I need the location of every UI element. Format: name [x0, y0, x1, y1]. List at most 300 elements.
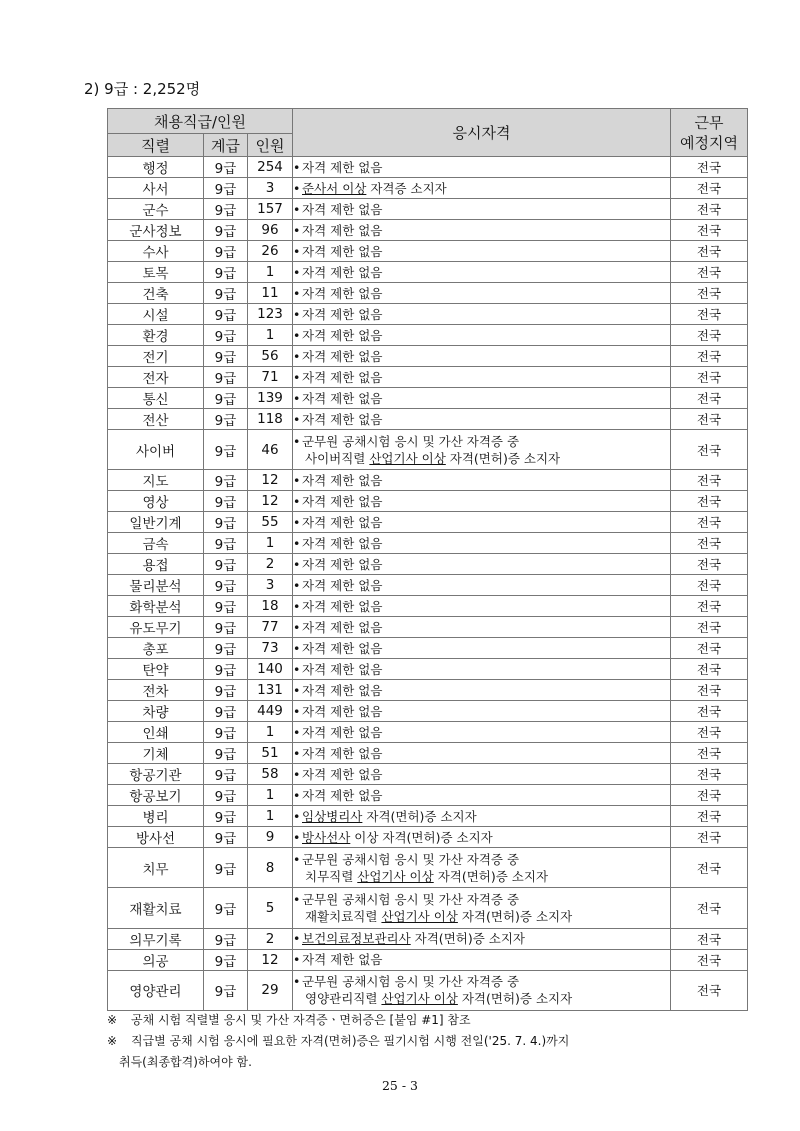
grade-cell: 9급 — [204, 178, 248, 199]
table-row — [108, 949, 748, 970]
grade-cell: 9급 — [204, 470, 248, 491]
table-row — [108, 680, 748, 701]
table-row — [108, 470, 748, 491]
job-cell: 탄약 — [108, 659, 204, 680]
qualification-cell — [293, 325, 671, 346]
qualification-text: 자격 제한 없음 — [302, 766, 383, 782]
bullet-icon: • — [293, 556, 301, 572]
grade-cell: 9급 — [204, 575, 248, 596]
region-cell: 전국 — [671, 409, 748, 430]
grade-cell: 9급 — [204, 617, 248, 638]
bullet-icon: • — [293, 952, 301, 968]
table-row — [108, 533, 748, 554]
qualification-cell — [293, 701, 671, 722]
qualification-line — [293, 703, 670, 720]
grade-cell: 9급 — [204, 283, 248, 304]
qualification-cell — [293, 596, 671, 617]
bullet-icon: • — [293, 745, 301, 761]
job-cell: 물리분석 — [108, 575, 204, 596]
count-cell: 29 — [248, 970, 293, 1010]
qualification-line — [293, 180, 670, 197]
qualification-cell — [293, 283, 671, 304]
qualification-line — [293, 577, 670, 594]
table-row — [108, 346, 748, 367]
bullet-icon: • — [293, 829, 301, 845]
qualification-cell — [293, 575, 671, 596]
qualification-text: 자격(면허)증 소지자 — [362, 808, 477, 824]
table-row — [108, 157, 748, 178]
grade-cell: 9급 — [204, 262, 248, 283]
qualification-line — [293, 306, 670, 323]
qualification-cell — [293, 680, 671, 701]
count-cell: 449 — [248, 701, 293, 722]
qualification-line — [293, 433, 670, 450]
qualification-line — [293, 348, 670, 365]
table-row — [108, 575, 748, 596]
table-row — [108, 722, 748, 743]
region-cell: 전국 — [671, 533, 748, 554]
region-cell: 전국 — [671, 220, 748, 241]
qualification-line — [293, 535, 670, 552]
job-cell: 기체 — [108, 743, 204, 764]
bullet-icon: • — [293, 724, 301, 740]
underlined-text: 보건의료정보관리사 — [302, 931, 411, 947]
header-grade: 계급 — [204, 134, 248, 157]
qualification-cell — [293, 533, 671, 554]
job-cell: 지도 — [108, 470, 204, 491]
grade-cell: 9급 — [204, 970, 248, 1010]
job-cell: 인쇄 — [108, 722, 204, 743]
bullet-icon: • — [293, 433, 301, 449]
job-cell: 사이버 — [108, 430, 204, 470]
grade-cell: 9급 — [204, 491, 248, 512]
underlined-text: 산업기사 이상 — [369, 450, 446, 466]
qualification-text: 자격증 소지자 — [366, 180, 447, 196]
qualification-cell — [293, 848, 671, 888]
qualification-line — [293, 390, 670, 407]
count-cell: 1 — [248, 722, 293, 743]
region-cell: 전국 — [671, 928, 748, 949]
qualification-text: 자격 제한 없음 — [302, 390, 383, 406]
table-body — [108, 157, 748, 1011]
qualification-line — [293, 327, 670, 344]
grade-cell: 9급 — [204, 388, 248, 409]
qualification-cell — [293, 554, 671, 575]
grade-cell: 9급 — [204, 430, 248, 470]
qualification-line — [293, 868, 670, 885]
table-row — [108, 764, 748, 785]
qualification-line — [293, 724, 670, 741]
bullet-icon: • — [293, 369, 301, 385]
count-cell: 1 — [248, 262, 293, 283]
region-cell: 전국 — [671, 638, 748, 659]
qualification-text: 자격 제한 없음 — [302, 159, 383, 175]
qualification-text: 자격 제한 없음 — [302, 787, 383, 803]
qualification-cell — [293, 409, 671, 430]
region-cell: 전국 — [671, 157, 748, 178]
bullet-icon: • — [293, 577, 301, 593]
region-cell: 전국 — [671, 346, 748, 367]
qualification-line — [293, 243, 670, 260]
region-cell: 전국 — [671, 848, 748, 888]
grade-cell: 9급 — [204, 241, 248, 262]
qualification-line — [293, 829, 670, 846]
qualification-text: 자격 제한 없음 — [302, 535, 383, 551]
qualification-cell — [293, 430, 671, 470]
qualification-text: 자격 제한 없음 — [302, 348, 383, 364]
grade-cell: 9급 — [204, 512, 248, 533]
grade-cell: 9급 — [204, 638, 248, 659]
count-cell: 46 — [248, 430, 293, 470]
note — [107, 1031, 569, 1073]
qualification-text: 자격 제한 없음 — [302, 640, 383, 656]
region-cell: 전국 — [671, 470, 748, 491]
qualification-line — [293, 285, 670, 302]
grade-cell: 9급 — [204, 533, 248, 554]
bullet-icon: • — [293, 619, 301, 635]
region-cell: 전국 — [671, 743, 748, 764]
grade-cell: 9급 — [204, 701, 248, 722]
job-cell: 병리 — [108, 806, 204, 827]
region-cell: 전국 — [671, 785, 748, 806]
page-number: 25 - 3 — [381, 1078, 419, 1093]
table-row — [108, 304, 748, 325]
grade-cell: 9급 — [204, 157, 248, 178]
table-row — [108, 970, 748, 1010]
table-row — [108, 409, 748, 430]
table-row — [108, 743, 748, 764]
region-cell: 전국 — [671, 388, 748, 409]
table-row — [108, 554, 748, 575]
qualification-text: 자격 제한 없음 — [302, 724, 383, 740]
count-cell: 2 — [248, 554, 293, 575]
bullet-icon: • — [293, 640, 301, 656]
table-row — [108, 178, 748, 199]
grade-cell: 9급 — [204, 848, 248, 888]
table-row — [108, 491, 748, 512]
qualification-text: 자격 제한 없음 — [302, 493, 383, 509]
qualification-line — [293, 493, 670, 510]
qualification-text: 자격 제한 없음 — [302, 682, 383, 698]
region-cell: 전국 — [671, 806, 748, 827]
qualification-text: 자격 제한 없음 — [302, 556, 383, 572]
qualification-line — [293, 159, 670, 176]
underlined-text: 산업기사 이상 — [381, 908, 458, 924]
region-cell: 전국 — [671, 199, 748, 220]
qualification-cell — [293, 220, 671, 241]
footnotes — [107, 1010, 569, 1073]
grade-cell: 9급 — [204, 806, 248, 827]
table-row — [108, 596, 748, 617]
job-cell: 재활치료 — [108, 888, 204, 928]
count-cell: 254 — [248, 157, 293, 178]
underlined-text: 산업기사 이상 — [357, 868, 434, 884]
recruitment-table — [107, 108, 748, 1011]
qualification-text: 군무원 공채시험 응시 및 가산 자격증 중 — [302, 974, 520, 990]
qualification-line — [293, 619, 670, 636]
bullet-icon: • — [293, 703, 301, 719]
qualification-text: 자격 제한 없음 — [302, 369, 383, 385]
qualification-cell — [293, 659, 671, 680]
region-cell: 전국 — [671, 701, 748, 722]
job-cell: 건축 — [108, 283, 204, 304]
qualification-line — [293, 990, 670, 1007]
job-cell: 사서 — [108, 178, 204, 199]
qualification-line — [293, 745, 670, 762]
count-cell: 5 — [248, 888, 293, 928]
job-cell: 전자 — [108, 367, 204, 388]
note-line: 공채 시험 직렬별 응시 및 가산 자격증ㆍ면허증은 [붙임 #1] 참조 — [131, 1013, 471, 1027]
qualification-line — [293, 411, 670, 428]
qualification-text: 자격 제한 없음 — [302, 952, 383, 968]
qualification-text: 자격 제한 없음 — [302, 264, 383, 280]
qualification-text: 자격 제한 없음 — [302, 243, 383, 259]
qualification-cell — [293, 262, 671, 283]
bullet-icon: • — [293, 390, 301, 406]
qualification-text: 자격(면허)증 소지자 — [410, 931, 525, 947]
table-row — [108, 430, 748, 470]
count-cell: 12 — [248, 470, 293, 491]
count-cell: 123 — [248, 304, 293, 325]
qualification-text: 자격 제한 없음 — [302, 201, 383, 217]
qualification-text: 자격 제한 없음 — [302, 598, 383, 614]
header-job: 직렬 — [108, 134, 204, 157]
qualification-cell — [293, 949, 671, 970]
qualification-text: 사이버직렬 — [305, 450, 370, 466]
bullet-icon: • — [293, 243, 301, 259]
qualification-text: 자격(면허)증 소지자 — [457, 991, 573, 1007]
bullet-icon: • — [293, 851, 301, 867]
bullet-icon: • — [293, 159, 301, 175]
qualification-text: 군무원 공채시험 응시 및 가산 자격증 중 — [302, 433, 520, 449]
table-row — [108, 325, 748, 346]
job-cell: 전차 — [108, 680, 204, 701]
note-text — [131, 1010, 471, 1031]
table-row — [108, 388, 748, 409]
qualification-cell — [293, 157, 671, 178]
qualification-cell — [293, 743, 671, 764]
table-row — [108, 785, 748, 806]
job-cell: 전기 — [108, 346, 204, 367]
bullet-icon: • — [293, 493, 301, 509]
grade-cell: 9급 — [204, 325, 248, 346]
qualification-line — [293, 514, 670, 531]
region-cell: 전국 — [671, 491, 748, 512]
bullet-icon: • — [293, 514, 301, 530]
qualification-cell — [293, 617, 671, 638]
count-cell: 2 — [248, 928, 293, 949]
table-row — [108, 888, 748, 928]
grade-cell: 9급 — [204, 888, 248, 928]
region-cell: 전국 — [671, 827, 748, 848]
qualification-cell — [293, 785, 671, 806]
job-cell: 영상 — [108, 491, 204, 512]
bullet-icon: • — [293, 535, 301, 551]
bullet-icon: • — [293, 180, 301, 196]
qualification-line — [293, 661, 670, 678]
qualification-text: 재활치료직렬 — [305, 908, 382, 924]
qualification-cell — [293, 970, 671, 1010]
qualification-line — [293, 264, 670, 281]
bullet-icon: • — [293, 974, 301, 990]
bullet-icon: • — [293, 787, 301, 803]
region-cell: 전국 — [671, 325, 748, 346]
qualification-text: 자격 제한 없음 — [302, 661, 383, 677]
table-row — [108, 659, 748, 680]
underlined-text: 준사서 이상 — [302, 180, 367, 196]
qualification-text: 군무원 공채시험 응시 및 가산 자격증 중 — [302, 891, 520, 907]
table-row — [108, 928, 748, 949]
qualification-line — [293, 472, 670, 489]
note-line: 직급별 공채 시험 응시에 필요한 자격(면허)증은 필기시험 시행 전일('25. 7. 4.)까지 — [131, 1034, 570, 1048]
qualification-cell — [293, 241, 671, 262]
count-cell: 77 — [248, 617, 293, 638]
count-cell: 9 — [248, 827, 293, 848]
region-cell: 전국 — [671, 722, 748, 743]
grade-cell: 9급 — [204, 659, 248, 680]
job-cell: 의공 — [108, 949, 204, 970]
job-cell: 환경 — [108, 325, 204, 346]
count-cell: 1 — [248, 533, 293, 554]
qualification-text: 자격 제한 없음 — [302, 577, 383, 593]
job-cell: 군사정보 — [108, 220, 204, 241]
qualification-cell — [293, 178, 671, 199]
qualification-line — [293, 201, 670, 218]
count-cell: 51 — [248, 743, 293, 764]
job-cell: 전산 — [108, 409, 204, 430]
qualification-text: 치무직렬 — [305, 868, 358, 884]
job-cell: 차량 — [108, 701, 204, 722]
bullet-icon: • — [293, 472, 301, 488]
bullet-icon: • — [293, 411, 301, 427]
header-count: 인원 — [248, 134, 293, 157]
region-cell: 전국 — [671, 241, 748, 262]
qualification-line — [293, 640, 670, 657]
count-cell: 140 — [248, 659, 293, 680]
grade-cell: 9급 — [204, 346, 248, 367]
count-cell: 58 — [248, 764, 293, 785]
header-region: 근무 예정지역 — [671, 109, 748, 157]
job-cell: 영양관리 — [108, 970, 204, 1010]
bullet-icon: • — [293, 264, 301, 280]
bullet-icon: • — [293, 222, 301, 238]
job-cell: 의무기록 — [108, 928, 204, 949]
table-row — [108, 199, 748, 220]
qualification-line — [293, 930, 670, 947]
qualification-line — [293, 222, 670, 239]
qualification-cell — [293, 638, 671, 659]
qualification-text: 영양관리직렬 — [305, 991, 382, 1007]
job-cell: 용접 — [108, 554, 204, 575]
job-cell: 항공보기 — [108, 785, 204, 806]
table-row — [108, 827, 748, 848]
table-row — [108, 617, 748, 638]
count-cell: 1 — [248, 325, 293, 346]
region-cell: 전국 — [671, 283, 748, 304]
table-row — [108, 638, 748, 659]
count-cell: 11 — [248, 283, 293, 304]
job-cell: 일반기계 — [108, 512, 204, 533]
note-mark-icon: ※ — [107, 1034, 118, 1048]
bullet-icon: • — [293, 931, 301, 947]
region-cell: 전국 — [671, 617, 748, 638]
count-cell: 139 — [248, 388, 293, 409]
qualification-cell — [293, 806, 671, 827]
table-row — [108, 220, 748, 241]
grade-cell: 9급 — [204, 554, 248, 575]
qualification-text: 군무원 공채시험 응시 및 가산 자격증 중 — [302, 851, 520, 867]
qualification-text: 자격(면허)증 소지자 — [433, 868, 549, 884]
qualification-line — [293, 598, 670, 615]
bullet-icon: • — [293, 766, 301, 782]
qualification-line — [293, 891, 670, 908]
qualification-line — [293, 450, 670, 467]
bullet-icon: • — [293, 348, 301, 364]
grade-cell: 9급 — [204, 722, 248, 743]
bullet-icon: • — [293, 327, 301, 343]
bullet-icon: • — [293, 285, 301, 301]
job-cell: 유도무기 — [108, 617, 204, 638]
note-text — [119, 1031, 570, 1073]
qualification-text: 자격 제한 없음 — [302, 411, 383, 427]
bullet-icon: • — [293, 201, 301, 217]
job-cell: 토목 — [108, 262, 204, 283]
count-cell: 56 — [248, 346, 293, 367]
qualification-text: 자격 제한 없음 — [302, 514, 383, 530]
grade-cell: 9급 — [204, 827, 248, 848]
qualification-cell — [293, 827, 671, 848]
job-cell: 방사선 — [108, 827, 204, 848]
count-cell: 3 — [248, 575, 293, 596]
qualification-cell — [293, 764, 671, 785]
count-cell: 96 — [248, 220, 293, 241]
grade-cell: 9급 — [204, 596, 248, 617]
table-row — [108, 283, 748, 304]
count-cell: 26 — [248, 241, 293, 262]
qualification-line — [293, 556, 670, 573]
qualification-text: 자격(면허)증 소지자 — [457, 908, 573, 924]
qualification-cell — [293, 722, 671, 743]
job-cell: 화학분석 — [108, 596, 204, 617]
grade-cell: 9급 — [204, 304, 248, 325]
grade-cell: 9급 — [204, 220, 248, 241]
region-cell: 전국 — [671, 304, 748, 325]
table-row — [108, 806, 748, 827]
grade-cell: 9급 — [204, 409, 248, 430]
table-row — [108, 367, 748, 388]
table-row — [108, 241, 748, 262]
table-row — [108, 848, 748, 888]
qualification-line — [293, 908, 670, 925]
grade-cell: 9급 — [204, 199, 248, 220]
qualification-line — [293, 682, 670, 699]
qualification-cell — [293, 346, 671, 367]
region-cell: 전국 — [671, 554, 748, 575]
header-qualification: 응시자격 — [293, 109, 671, 157]
qualification-text: 자격 제한 없음 — [302, 703, 383, 719]
region-cell: 전국 — [671, 596, 748, 617]
count-cell: 12 — [248, 491, 293, 512]
table-row — [108, 262, 748, 283]
table-row — [108, 512, 748, 533]
qualification-line — [293, 787, 670, 804]
bullet-icon: • — [293, 598, 301, 614]
region-cell: 전국 — [671, 680, 748, 701]
region-cell: 전국 — [671, 178, 748, 199]
qualification-line — [293, 951, 670, 968]
qualification-text: 자격(면허)증 소지자 — [445, 450, 561, 466]
qualification-cell — [293, 304, 671, 325]
